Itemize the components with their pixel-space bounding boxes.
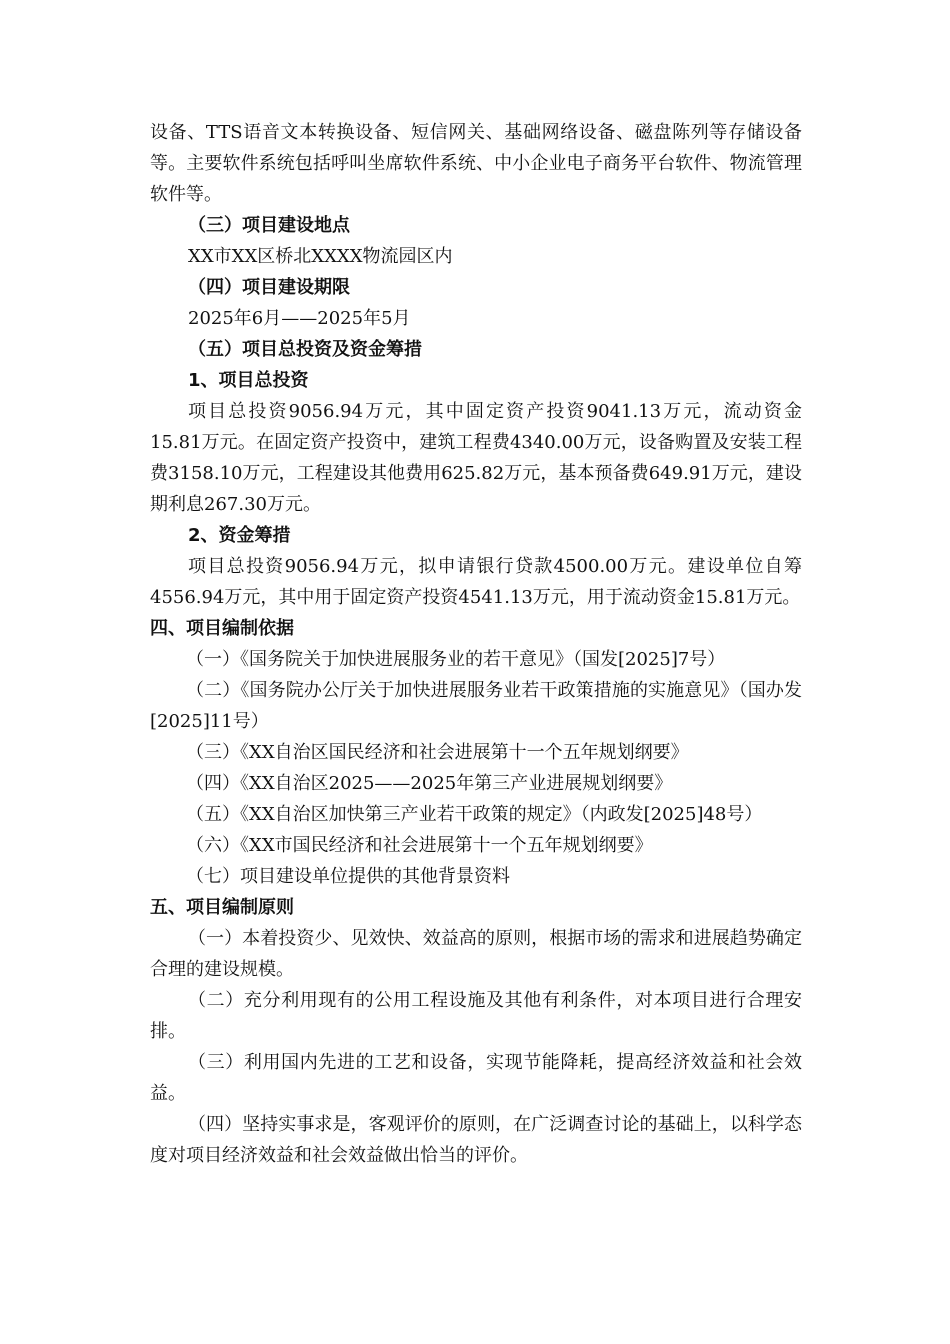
section-heading: （五）项目总投资及资金筹措 bbox=[188, 339, 422, 360]
chapter-heading: 五、项目编制原则 bbox=[150, 897, 294, 918]
list-item: （四）《XX自治区2025——2025年第三产业进展规划纲要》 bbox=[186, 773, 673, 794]
section-heading: （三）项目建设地点 bbox=[188, 215, 350, 236]
list-item: （二）《国务院办公厅关于加快进展服务业若干政策措施的实施意见》（国办发[2025]11号） bbox=[150, 680, 802, 732]
list-item: （六）《XX市国民经济和社会进展第十一个五年规划纲要》 bbox=[186, 835, 653, 856]
list-item: （一）本着投资少、见效快、效益高的原则，根据市场的需求和进展趋势确定合理的建设规模。 bbox=[150, 928, 802, 980]
list-item: （五）《XX自治区加快第三产业若干政策的规定》（内政发[2025]48号） bbox=[186, 804, 763, 825]
body-paragraph: 项目总投资9056.94万元，其中固定资产投资9041.13万元，流动资金15.81万元。在固定资产投资中，建筑工程费4340.00万元，设备购置及安装工程费3158.10万元，工程建设其他费用625.82万元，基本预备费649.91万元，建设期利息267.30万元。 bbox=[150, 401, 802, 515]
list-item: （三）利用国内先进的工艺和设备，实现节能降耗，提高经济效益和社会效益。 bbox=[150, 1052, 802, 1104]
document-page bbox=[150, 117, 802, 1171]
body-paragraph: 设备、TTS语音文本转换设备、短信网关、基础网络设备、磁盘陈列等存储设备等。主要软件系统包括呼叫坐席软件系统、中小企业电子商务平台软件、物流管理软件等。 bbox=[150, 122, 802, 205]
list-item: （三）《XX自治区国民经济和社会进展第十一个五年规划纲要》 bbox=[186, 742, 689, 763]
list-item: （二）充分利用现有的公用工程设施及其他有利条件，对本项目进行合理安排。 bbox=[150, 990, 802, 1042]
section-heading: （四）项目建设期限 bbox=[188, 277, 350, 298]
chapter-heading: 四、项目编制依据 bbox=[150, 618, 294, 639]
subsection-heading: 1、项目总投资 bbox=[188, 370, 309, 391]
body-paragraph: 项目总投资9056.94万元，拟申请银行贷款4500.00万元。建设单位自筹4556.94万元，其中用于固定资产投资4541.13万元，用于流动资金15.81万元。 bbox=[150, 556, 802, 608]
list-item: （四）坚持实事求是，客观评价的原则，在广泛调查讨论的基础上，以科学态度对项目经济效益和社会效益做出恰当的评价。 bbox=[150, 1114, 802, 1166]
list-item: （一）《国务院关于加快进展服务业的若干意见》（国发[2025]7号） bbox=[186, 649, 726, 670]
subsection-heading: 2、资金筹措 bbox=[188, 525, 291, 546]
body-paragraph: XX市XX区桥北XXXX物流园区内 bbox=[188, 246, 453, 267]
list-item: （七）项目建设单位提供的其他背景资料 bbox=[186, 866, 510, 887]
body-paragraph: 2025年6月——2025年5月 bbox=[188, 308, 411, 329]
